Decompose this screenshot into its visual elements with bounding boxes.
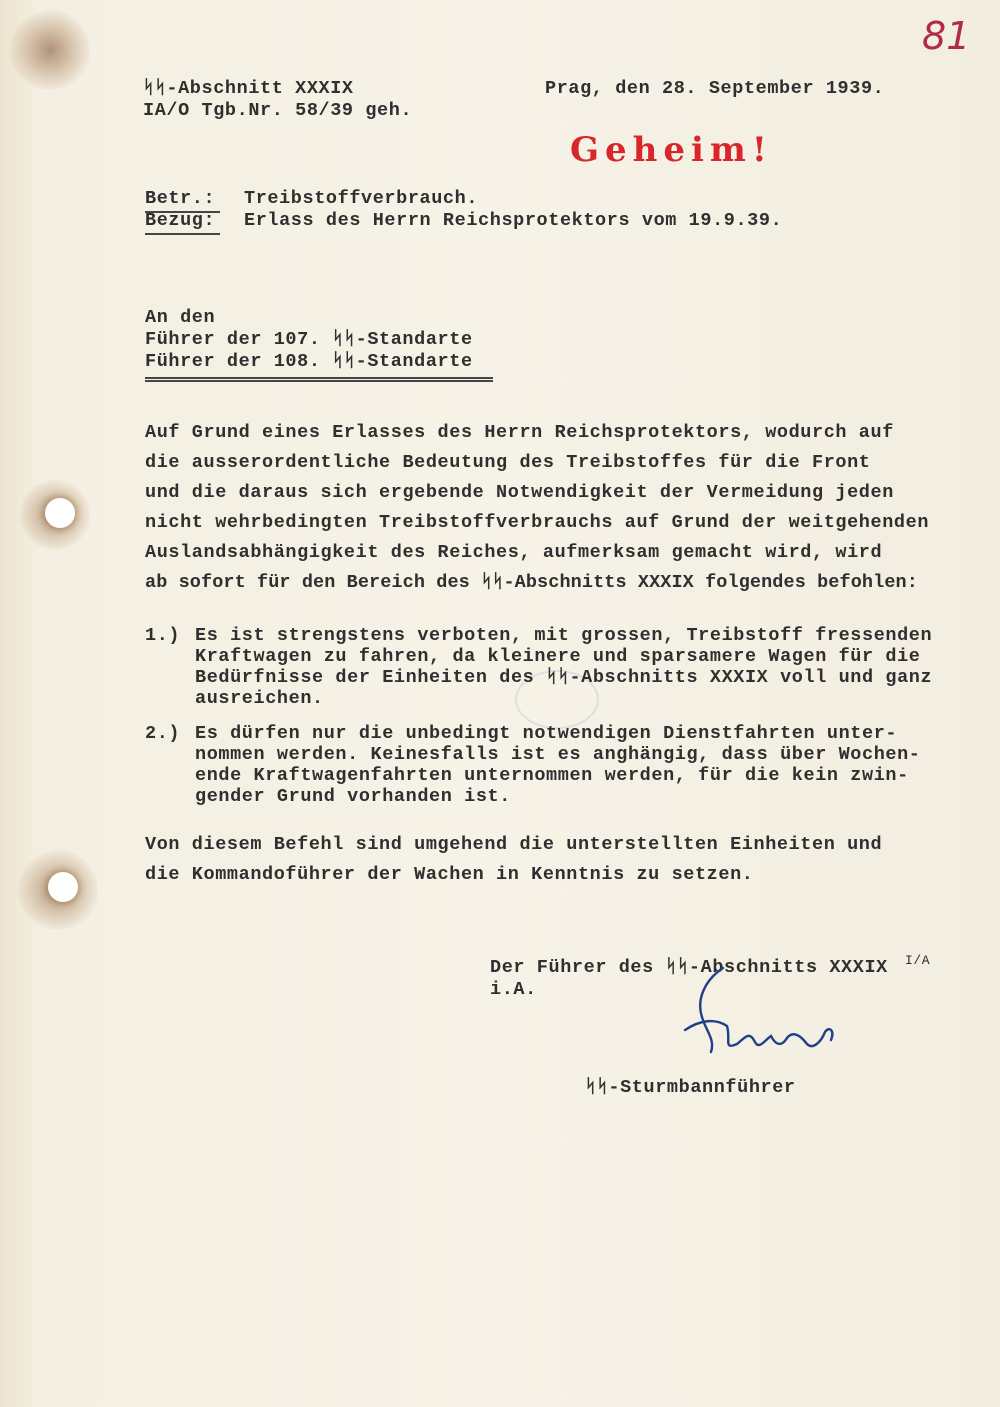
bezug-text: Erlass des Herrn Reichsprotektors vom 19.9.39.: [244, 210, 783, 231]
item-2-line-3: ende Kraftwagenfahrten unternommen werden, für die kein zwin-: [195, 765, 909, 786]
office-line-2: IA/O Tgb.Nr. 58/39 geh.: [143, 100, 413, 121]
signature-line-2: i.A.: [490, 979, 537, 1000]
item-2-number: 2.): [145, 723, 181, 744]
recipient-line-3: Führer der 108. ᛋᛋ-Standarte: [145, 351, 473, 372]
recipient-line-1: An den: [145, 307, 216, 328]
place-date: Prag, den 28. September 1939.: [545, 78, 885, 99]
office-line-1: ᛋᛋ-Abschnitt XXXIX: [143, 78, 354, 99]
bezug-underline: [145, 233, 220, 235]
closing-line-1: Von diesem Befehl sind umgehend die unterstellten Einheiten und: [145, 834, 883, 855]
item-1-number: 1.): [145, 625, 181, 646]
closing-line-2: die Kommandoführer der Wachen in Kenntnis zu setzen.: [145, 864, 754, 885]
signer-rank: ᛋᛋ-Sturmbannführer: [585, 1077, 796, 1098]
intro-line-5: Auslandsabhängigkeit des Reiches, aufmerksam gemacht wird, wird: [145, 542, 883, 563]
handwritten-signature: [645, 960, 845, 1070]
bezug-label: Bezug:: [145, 210, 216, 231]
item-2-line-4: gender Grund vorhanden ist.: [195, 786, 511, 807]
betr-text: Treibstoffverbrauch.: [244, 188, 479, 209]
item-1-line-4: ausreichen.: [195, 688, 324, 709]
burn-mark-top: [10, 10, 90, 90]
intro-line-2: die ausserordentliche Bedeutung des Treibstoffes für die Front: [145, 452, 871, 473]
punch-hole-top: [45, 498, 75, 528]
signature-line-1: Der Führer des ᛋᛋ-Abschnitts XXXIX: [490, 957, 888, 978]
intro-line-6: ab sofort für den Bereich des ᛋᛋ-Abschnitts XXXIX folgendes befohlen:: [145, 572, 918, 593]
item-2-line-1: Es dürfen nur die unbedingt notwendigen Dienstfahrten unter-: [195, 723, 898, 744]
betr-label: Betr.:: [145, 188, 216, 209]
intro-line-1: Auf Grund eines Erlasses des Herrn Reichsprotektors, wodurch auf: [145, 422, 894, 443]
archive-number: 81: [922, 14, 971, 58]
punch-hole-bottom: [48, 872, 78, 902]
intro-line-3: und die daraus sich ergebende Notwendigkeit der Vermeidung jeden: [145, 482, 894, 503]
classification-stamp: Geheim!: [570, 130, 773, 170]
item-1-line-1: Es ist strengstens verboten, mit grossen, Treibstoff fressenden: [195, 625, 933, 646]
signature-suffix: I/A: [905, 953, 931, 968]
item-2-line-2: nommen werden. Keinesfalls ist es anghängig, dass über Wochen-: [195, 744, 921, 765]
item-1-line-3: Bedürfnisse der Einheiten des ᛋᛋ-Abschnitts XXXIX voll und ganz: [195, 667, 933, 688]
item-1-line-2: Kraftwagen zu fahren, da kleinere und sparsamere Wagen für die: [195, 646, 921, 667]
recipient-underline: [145, 377, 493, 382]
recipient-line-2: Führer der 107. ᛋᛋ-Standarte: [145, 329, 473, 350]
intro-line-4: nicht wehrbedingten Treibstoffverbrauchs auf Grund der weitgehenden: [145, 512, 930, 533]
